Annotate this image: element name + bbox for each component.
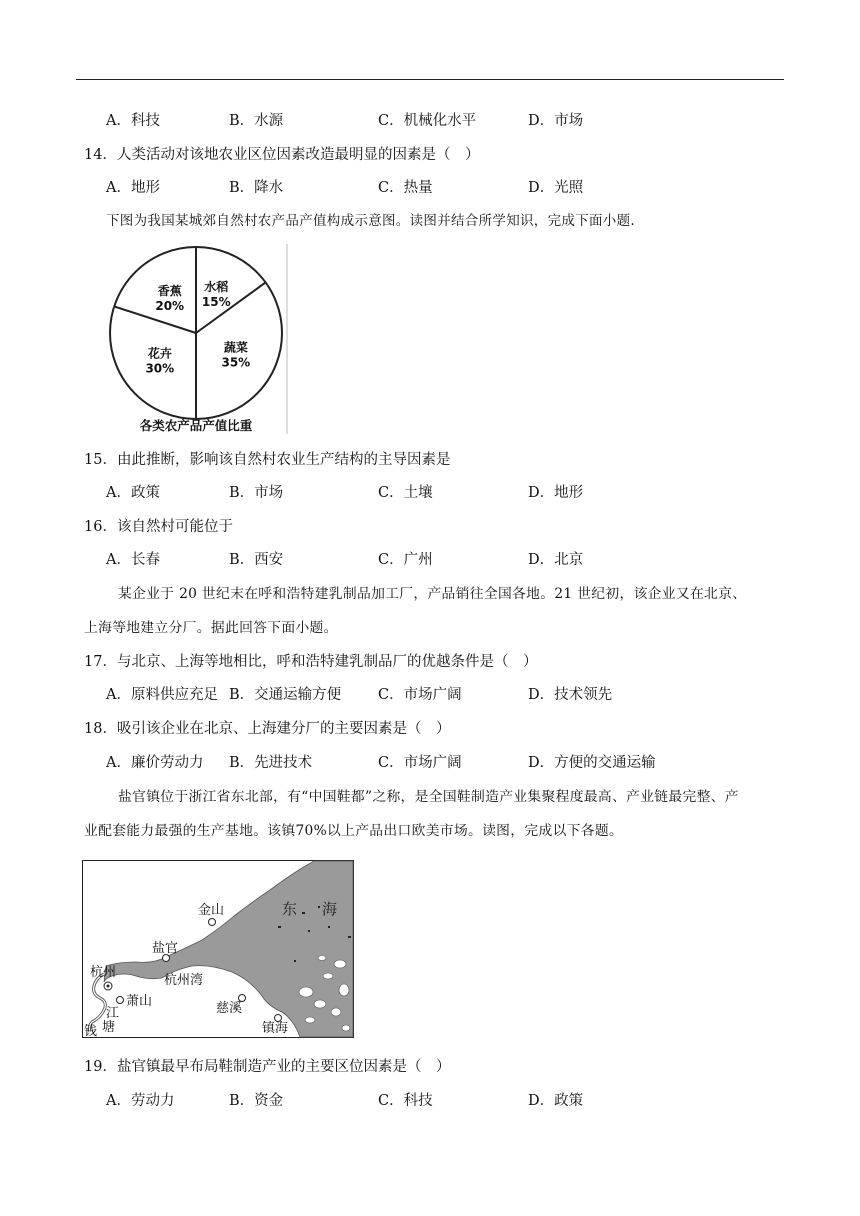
pie-intro: 下图为我国某城郊自然村农产品产值构成示意图。读图并结合所学知识，完成下面小题. [106, 213, 635, 229]
q16-option-c: C．广州 [378, 552, 433, 568]
pie-slice-value: 30% [145, 361, 175, 376]
header-rule [76, 79, 784, 80]
q16-option-a: A．长春 [106, 552, 160, 568]
q13-option-d: D．市场 [528, 113, 584, 129]
q18-stem: 18．吸引该企业在北京、上海建分厂的主要因素是（ ） [84, 721, 451, 737]
pie-slice-value: 35% [221, 355, 251, 370]
pie-slice-name: 香蕉 [157, 283, 182, 298]
q13-option-a: A．科技 [106, 113, 160, 129]
pie-slice-name: 蔬菜 [223, 340, 248, 355]
shoes-intro-line1: 盐官镇位于浙江省东北部，有“中国鞋都”之称，是全国鞋制造产业集聚程度最高、产业链最完整、产 [118, 789, 739, 805]
q17-option-a: A．原料供应充足 [106, 687, 218, 703]
label-hangzhouwan: 杭州湾 [164, 973, 204, 988]
pie-slice-value: 15% [201, 295, 231, 310]
q14-option-b: B．降水 [229, 180, 284, 196]
q17-option-c: C．市场广阔 [378, 687, 462, 703]
label-zhenhai: 镇海 [262, 1021, 289, 1036]
jinshan-marker [209, 919, 216, 926]
pie-slices [110, 247, 282, 419]
q18-option-c: C．市场广阔 [378, 755, 462, 771]
q19-option-d: D．政策 [528, 1093, 584, 1109]
q15-option-b: B．市场 [229, 485, 284, 501]
label-xiaoshan: 萧山 [126, 994, 153, 1009]
label-hangzhou: 杭州 [90, 965, 117, 980]
pie-slice-name: 水稻 [204, 280, 229, 295]
q14-option-a: A．地形 [106, 180, 160, 196]
q15-option-a: A．政策 [106, 485, 160, 501]
q17-option-d: D．技术领先 [528, 687, 613, 703]
label-donghai-1: 东 [282, 900, 298, 918]
q14-stem: 14．人类活动对该地农业区位因素改造最明显的因素是（ ） [84, 147, 480, 163]
q19-option-b: B．资金 [229, 1093, 284, 1109]
label-cixi: 慈溪 [216, 1001, 243, 1016]
q16-option-b: B．西安 [229, 552, 284, 568]
q19-option-c: C．科技 [378, 1093, 433, 1109]
label-jinshan: 金山 [198, 903, 225, 918]
q18-option-a: A．廉价劳动力 [106, 755, 204, 771]
label-yanguan: 盐官 [152, 941, 179, 956]
q13-option-c: C．机械化水平 [378, 113, 477, 129]
label-qian: 钱 [84, 1024, 98, 1038]
q17-option-b: B．交通运输方便 [229, 687, 342, 703]
pie-slice-name: 花卉 [147, 346, 172, 361]
q14-option-d: D．光照 [528, 180, 584, 196]
shoes-intro-line2: 业配套能力最强的生产基地。该镇70%以上产品出口欧美市场。读图，完成以下各题。 [84, 823, 624, 839]
pie-title: 各类农产品产值比重 [139, 418, 253, 433]
q15-option-c: C．土壤 [378, 485, 433, 501]
label-donghai-2: 海 [322, 900, 338, 918]
xiaoshan-marker [117, 997, 124, 1004]
label-tang: 塘 [102, 1020, 116, 1035]
pie-chart [100, 240, 292, 438]
q15-stem: 15．由此推断，影响该自然村农业生产结构的主导因素是 [84, 452, 451, 468]
q15-option-d: D．地形 [528, 485, 584, 501]
label-jiang: 江 [106, 1006, 120, 1021]
q16-option-d: D．北京 [528, 552, 584, 568]
q13-option-b: B．水源 [229, 113, 284, 129]
q14-option-c: C．热量 [378, 180, 433, 196]
pie-slice-value: 20% [155, 298, 185, 313]
q19-option-a: A．劳动力 [106, 1093, 175, 1109]
q16-stem: 16．该自然村可能位于 [84, 519, 233, 535]
hangzhou-bay-map [82, 860, 354, 1038]
dairy-intro-line1: 某企业于 20 世纪末在呼和浩特建乳制品加工厂，产品销往全国各地。21 世纪初，该企业又在北京、 [118, 586, 747, 602]
q17-stem: 17．与北京、上海等地相比，呼和浩特建乳制品厂的优越条件是（ ） [84, 654, 538, 670]
q19-stem: 19．盐官镇最早布局鞋制造产业的主要区位因素是（ ） [84, 1059, 451, 1075]
hangzhou-marker-dot [107, 985, 110, 988]
dairy-intro-line2: 上海等地建立分厂。据此回答下面小题。 [84, 620, 338, 636]
q18-option-b: B．先进技术 [229, 755, 313, 771]
q18-option-d: D．方便的交通运输 [528, 755, 656, 771]
